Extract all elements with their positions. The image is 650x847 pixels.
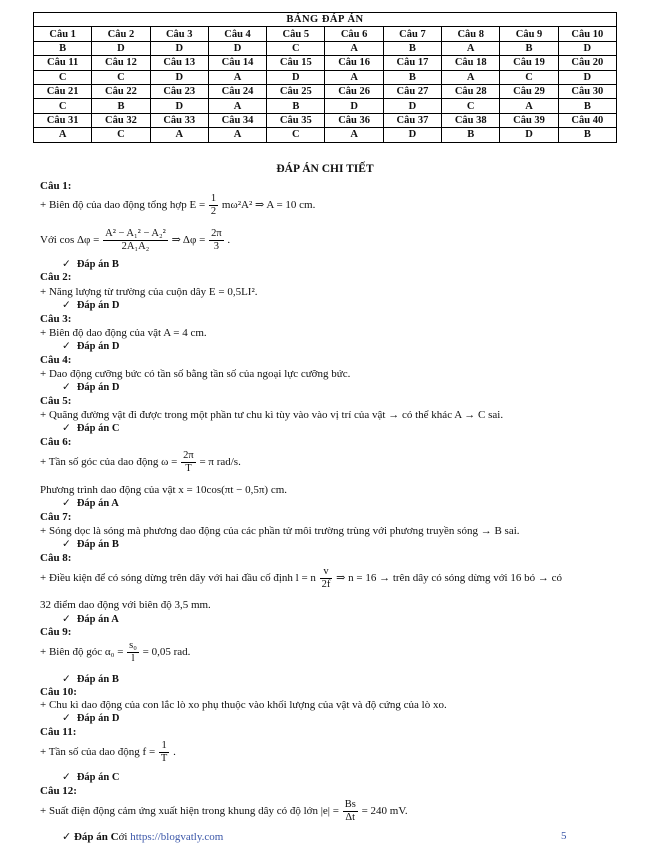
- question-number-cell: Câu 22: [92, 84, 150, 98]
- answer-table: [33, 12, 617, 143]
- question-number-cell: Câu 15: [267, 56, 325, 70]
- check-icon: ✓: [62, 713, 71, 724]
- question-number-cell: Câu 21: [34, 84, 92, 98]
- solution-line: Phương trình dao động của vật x = 10cos(πt − 0,5π) cm.: [40, 484, 288, 496]
- table-header-row: [34, 27, 617, 41]
- table-header-row: [34, 56, 617, 70]
- question-number-cell: Câu 14: [208, 56, 266, 70]
- check-icon: ✓: [62, 614, 71, 625]
- fraction: $\frac{\text{A² − A₁² − A₂²}}{\text{2A₁A₂}}$: [105, 228, 166, 252]
- answer-cell: A: [500, 99, 558, 113]
- question-number-cell: Câu 7: [383, 27, 441, 41]
- site-link[interactable]: https://blogvatly.com: [130, 831, 224, 843]
- question-number-cell: Câu 26: [325, 84, 383, 98]
- solution-line: + Sóng dọc là sóng mà phương dao động của các phần tử môi trường trùng với phương truyền sóng → B sai.: [40, 525, 520, 537]
- question-number-cell: Câu 30: [558, 84, 616, 98]
- question-label: Câu 8:: [40, 552, 72, 564]
- question-label: Câu 3:: [40, 313, 72, 325]
- question-number-cell: Câu 12: [92, 56, 150, 70]
- answer-cell: C: [92, 128, 150, 142]
- check-icon: ✓: [62, 831, 72, 843]
- table-answer-row: [34, 99, 617, 113]
- answer-cell: C: [34, 70, 92, 84]
- solution-line: + Biên độ góc α₀ = $\frac{\text{s₀}}{l}$ = 0,05 rad.: [40, 640, 191, 664]
- answer-cell: D: [383, 99, 441, 113]
- page-number: 5: [561, 830, 567, 842]
- question-number-cell: Câu 35: [267, 113, 325, 127]
- fraction: $\frac{2\pi}{3}$: [211, 228, 222, 252]
- question-number-cell: Câu 24: [208, 84, 266, 98]
- question-number-cell: Câu 13: [150, 56, 208, 70]
- table-header-row: [34, 113, 617, 127]
- question-number-cell: Câu 3: [150, 27, 208, 41]
- answer-line: ✓ Đáp án B: [62, 674, 119, 685]
- answer-cell: B: [383, 41, 441, 55]
- answer-cell: B: [558, 128, 616, 142]
- solution-line: Với cos Δφ = $\frac{\text{A² − A₁² − A₂²}}{\text{2A₁A₂}}$ ⇒ Δφ = $\frac{2\pi}{3}$ .: [40, 228, 231, 252]
- answer-cell: A: [34, 128, 92, 142]
- fraction: $\frac{1}{2}$: [210, 193, 217, 217]
- answer-cell: D: [325, 99, 383, 113]
- table-answer-row: [34, 70, 617, 84]
- question-number-cell: Câu 36: [325, 113, 383, 127]
- answer-cell: D: [150, 70, 208, 84]
- answer-cell: A: [208, 128, 266, 142]
- solution-line: + Tần số của dao động f = $\frac{1}{T}$ .: [40, 740, 176, 764]
- solution-line: + Năng lượng từ trường của cuộn dây E = 0,5LI².: [40, 286, 258, 298]
- question-label: Câu 7:: [40, 511, 72, 523]
- question-label: Câu 11:: [40, 726, 77, 738]
- solution-line: + Biên độ của dao động tổng hợp E = $\frac{1}{2}$ mω²A² ⇒ A = 10 cm.: [40, 193, 316, 217]
- answer-line: ✓ Đáp án D: [62, 713, 120, 724]
- check-icon: ✓: [62, 300, 71, 311]
- answer-cell: C: [267, 41, 325, 55]
- question-label: Câu 10:: [40, 686, 77, 698]
- answer-cell: D: [267, 70, 325, 84]
- question-number-cell: Câu 16: [325, 56, 383, 70]
- solution-line: + Suất điện động cảm ứng xuất hiện trong khung dây có độ lớn |e| = $\frac{Bs}{\Delta t}$ = 240 mV.: [40, 799, 408, 823]
- fraction: $\frac{Bs}{\Delta t}$: [344, 799, 356, 823]
- fraction: $\frac{v}{2f}$: [321, 566, 331, 590]
- question-number-cell: Câu 1: [34, 27, 92, 41]
- answer-cell: C: [500, 70, 558, 84]
- answer-cell: C: [442, 99, 500, 113]
- answer-cell: D: [150, 99, 208, 113]
- question-label: Câu 1:: [40, 180, 72, 192]
- check-icon: ✓: [62, 423, 71, 434]
- question-number-cell: Câu 38: [442, 113, 500, 127]
- answer-cell: D: [558, 70, 616, 84]
- question-number-cell: Câu 31: [34, 113, 92, 127]
- question-number-cell: Câu 6: [325, 27, 383, 41]
- detail-title: ĐÁP ÁN CHI TIẾT: [276, 163, 374, 175]
- question-number-cell: Câu 25: [267, 84, 325, 98]
- answer-line: ✓ Đáp án A: [62, 614, 119, 625]
- question-label: Câu 9:: [40, 626, 72, 638]
- check-icon: ✓: [62, 498, 71, 509]
- check-icon: ✓: [62, 674, 71, 685]
- question-number-cell: Câu 32: [92, 113, 150, 127]
- answer-cell: B: [267, 99, 325, 113]
- question-number-cell: Câu 20: [558, 56, 616, 70]
- answer-cell: D: [150, 41, 208, 55]
- answer-line: ✓ Đáp án D: [62, 341, 120, 352]
- answer-line: ✓ Đáp án A: [62, 498, 119, 509]
- question-label: Câu 5:: [40, 395, 72, 407]
- answer-cell: A: [442, 41, 500, 55]
- answer-table-title: BẢNG ĐÁP ÁN: [34, 13, 617, 27]
- answer-cell: D: [92, 41, 150, 55]
- question-number-cell: Câu 40: [558, 113, 616, 127]
- answer-cell: C: [92, 70, 150, 84]
- solution-line: + Điều kiện để có sóng dừng trên dây với hai đầu cố định l = n $\frac{v}{2f}$ ⇒ n = 16 → trên dây có sóng dừng với 16 bó → có: [40, 566, 562, 590]
- answer-line: ✓ Đáp án C: [62, 772, 120, 783]
- question-number-cell: Câu 29: [500, 84, 558, 98]
- question-number-cell: Câu 37: [383, 113, 441, 127]
- check-icon: ✓: [62, 259, 71, 270]
- fraction: $\frac{\text{s₀}}{l}$: [129, 640, 137, 664]
- answer-line: ✓ Đáp án B: [62, 259, 119, 270]
- question-number-cell: Câu 33: [150, 113, 208, 127]
- answer-line: ✓ Đáp án C: [62, 423, 120, 434]
- question-number-cell: Câu 39: [500, 113, 558, 127]
- answer-cell: A: [208, 99, 266, 113]
- answer-cell: A: [325, 128, 383, 142]
- solution-line: + Chu kì dao động của con lắc lò xo phụ thuộc vào khối lượng của vật và độ cứng của lò xo.: [40, 699, 447, 711]
- question-number-cell: Câu 11: [34, 56, 92, 70]
- fraction: $\frac{2\pi}{T}$: [183, 450, 194, 474]
- question-number-cell: Câu 5: [267, 27, 325, 41]
- check-icon: ✓: [62, 539, 71, 550]
- table-answer-row: [34, 128, 617, 142]
- check-icon: ✓: [62, 341, 71, 352]
- question-number-cell: Câu 18: [442, 56, 500, 70]
- question-label: Câu 2:: [40, 271, 72, 283]
- answer-cell: A: [325, 70, 383, 84]
- table-answer-row: [34, 41, 617, 55]
- answer-cell: D: [383, 128, 441, 142]
- question-number-cell: Câu 4: [208, 27, 266, 41]
- answer-cell: D: [500, 128, 558, 142]
- answer-line: ✓ Đáp án D: [62, 300, 120, 311]
- check-icon: ✓: [62, 382, 71, 393]
- answer-cell: B: [34, 41, 92, 55]
- answer-cell: A: [325, 41, 383, 55]
- solution-line: + Biên độ dao động của vật A = 4 cm.: [40, 327, 207, 339]
- answer-line: ✓ Đáp án D: [62, 382, 120, 393]
- question-number-cell: Câu 19: [500, 56, 558, 70]
- answer-cell: D: [208, 41, 266, 55]
- question-number-cell: Câu 10: [558, 27, 616, 41]
- answer-cell: C: [34, 99, 92, 113]
- answer-line: ✓ Đáp án B: [62, 539, 119, 550]
- answer-cell: B: [383, 70, 441, 84]
- question-number-cell: Câu 17: [383, 56, 441, 70]
- question-label: Câu 12:: [40, 785, 77, 797]
- question-number-cell: Câu 9: [500, 27, 558, 41]
- answer-cell: B: [442, 128, 500, 142]
- answer-cell: B: [558, 99, 616, 113]
- answer-cell: A: [208, 70, 266, 84]
- question-label: Câu 4:: [40, 354, 72, 366]
- question-number-cell: Câu 2: [92, 27, 150, 41]
- answer-cell: A: [150, 128, 208, 142]
- page-footer: ✓ Đáp án Cới https://blogvatly.com: [62, 831, 224, 843]
- check-icon: ✓: [62, 772, 71, 783]
- question-number-cell: Câu 27: [383, 84, 441, 98]
- answer-cell: B: [92, 99, 150, 113]
- table-header-row: [34, 84, 617, 98]
- solution-line: + Dao động cưỡng bức có tần số bằng tần số của ngoại lực cưỡng bức.: [40, 368, 351, 380]
- answer-cell: A: [442, 70, 500, 84]
- solution-line: + Tần số góc của dao động ω = $\frac{2\pi}{T}$ = π rad/s.: [40, 450, 241, 474]
- question-number-cell: Câu 8: [442, 27, 500, 41]
- question-number-cell: Câu 23: [150, 84, 208, 98]
- solution-line: 32 điểm dao động với biên độ 3,5 mm.: [40, 599, 211, 611]
- question-number-cell: Câu 28: [442, 84, 500, 98]
- question-number-cell: Câu 34: [208, 113, 266, 127]
- question-label: Câu 6:: [40, 436, 72, 448]
- answer-cell: B: [500, 41, 558, 55]
- answer-cell: C: [267, 128, 325, 142]
- solution-line: + Quãng đường vật đi được trong một phần tư chu kì tùy vào vào vị trí của vật → có thể khác A → C sai.: [40, 409, 504, 421]
- fraction: $\frac{1}{T}$: [160, 740, 168, 764]
- answer-cell: D: [558, 41, 616, 55]
